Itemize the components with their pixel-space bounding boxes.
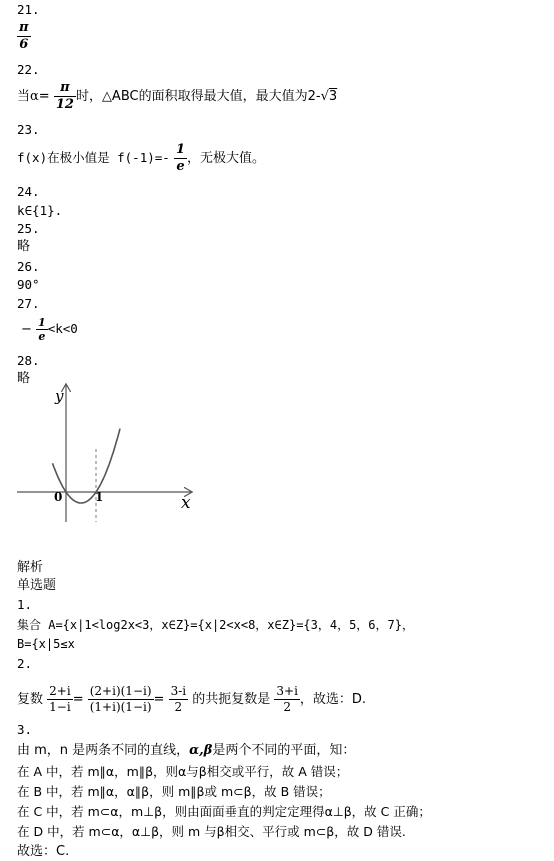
a2-eq2: = bbox=[153, 692, 165, 707]
a3-intro-pre: 由 m，n 是两条不同的直线， bbox=[17, 743, 190, 758]
a2-fraction-4 bbox=[274, 684, 300, 715]
a3-line-d: 在 D 中，若 m⊂α，α⊥β，则 m 与β相交、平行或 m⊂β，故 D 错误. bbox=[17, 824, 406, 839]
a1-line1: 集合 A={x|1<log2x<3，x∈Z}={x|2<x<8，x∈Z}={3，4，5，6，7}， bbox=[17, 618, 414, 632]
q22-denominator: 12 bbox=[55, 97, 74, 112]
q25-answer: 略 bbox=[17, 239, 31, 254]
analysis-heading: 解析 bbox=[17, 560, 44, 575]
a2-fraction-1 bbox=[47, 684, 73, 715]
a3-intro bbox=[17, 743, 355, 759]
q22-fraction bbox=[54, 80, 76, 113]
q27-numerator: 1 bbox=[38, 316, 46, 329]
q21-denominator: 6 bbox=[19, 37, 29, 52]
q27-answer bbox=[21, 316, 78, 343]
section-heading: 单选题 bbox=[17, 578, 57, 593]
a2-prefix: 复数 bbox=[17, 692, 44, 707]
q22-prefix: 当 bbox=[17, 89, 31, 104]
a2-f1-den: 1−i bbox=[49, 700, 71, 714]
q22-number: 22. bbox=[17, 62, 40, 77]
a2-fraction-3 bbox=[169, 684, 189, 715]
tick-label-1: 1 bbox=[95, 490, 104, 504]
a2-f3-num: 3-i bbox=[170, 684, 187, 698]
a3-line-c: 在 C 中，若 m⊂α，m⊥β，则由面面垂直的判定定理得α⊥β，故 C 正确； bbox=[17, 804, 431, 819]
q23-text: f(x)在极小值是 f(-1)=- bbox=[17, 150, 170, 165]
q28-number: 28. bbox=[17, 353, 40, 368]
a2-f2-num: (2+i)(1−i) bbox=[89, 684, 152, 698]
q23-answer bbox=[17, 142, 265, 175]
q24-answer: k∈{1}. bbox=[17, 203, 63, 218]
q23-fraction bbox=[174, 142, 187, 175]
a2-f4-den: 2 bbox=[283, 700, 291, 714]
q27-minus: − bbox=[21, 322, 32, 337]
a2-f4-num: 3+i bbox=[276, 684, 298, 698]
a3-conclusion: 故选：C. bbox=[17, 844, 70, 859]
a3-intro-post: 是两个不同的平面，知： bbox=[212, 743, 356, 758]
a2-eq1: = bbox=[72, 692, 84, 707]
a1-number: 1. bbox=[17, 597, 33, 612]
q27-suffix: <k<0 bbox=[47, 321, 78, 336]
function-graph bbox=[15, 381, 200, 526]
q22-answer bbox=[17, 80, 337, 113]
a3-line-a: 在 A 中，若 m∥α，m∥β，则α与β相交或平行，故 A 错误； bbox=[17, 764, 349, 779]
q24-number: 24. bbox=[17, 184, 40, 199]
y-axis-label: y bbox=[55, 387, 64, 405]
q23-number: 23. bbox=[17, 122, 40, 137]
q25-number: 25. bbox=[17, 221, 40, 236]
a2-answer bbox=[17, 684, 366, 715]
q23-denominator: e bbox=[176, 159, 185, 174]
q28-answer: 略 bbox=[17, 371, 31, 386]
a3-line-b: 在 B 中，若 m∥α，α∥β，则 m∥β或 m⊂β，故 B 错误； bbox=[17, 784, 331, 799]
a2-number: 2. bbox=[17, 656, 33, 671]
a1-line2: B={x|5≤x bbox=[17, 637, 75, 651]
q21-number: 21. bbox=[17, 2, 40, 17]
a2-f2-den: (1+i)(1−i) bbox=[89, 700, 152, 714]
q22-max-value: 2- bbox=[307, 89, 321, 104]
a2-mid: 的共扼复数是 bbox=[192, 692, 271, 707]
origin-label: 0 bbox=[54, 490, 63, 504]
q26-answer: 90° bbox=[17, 277, 40, 292]
q27-fraction bbox=[36, 316, 48, 343]
sqrt-symbol: √ bbox=[320, 89, 329, 104]
a2-f1-num: 2+i bbox=[49, 684, 71, 698]
q22-alpha: α bbox=[30, 89, 39, 104]
q22-eq: = bbox=[38, 89, 50, 104]
q22-text: 时，△ABC的面积取得最大值，最大值为 bbox=[75, 89, 308, 104]
q26-number: 26. bbox=[17, 259, 40, 274]
a2-suffix: ，故选：D. bbox=[299, 692, 367, 707]
q21-fraction bbox=[17, 20, 31, 53]
q23-suffix: ，无极大值。 bbox=[187, 151, 266, 166]
q23-numerator: 1 bbox=[175, 142, 185, 157]
q27-number: 27. bbox=[17, 296, 40, 311]
q21-answer bbox=[17, 20, 31, 53]
q22-numerator: π bbox=[54, 80, 76, 97]
q21-numerator: π bbox=[19, 20, 29, 35]
x-axis-label: x bbox=[181, 493, 191, 513]
q22-sqrt-arg: 3 bbox=[328, 89, 338, 104]
a2-f3-den: 2 bbox=[174, 700, 183, 714]
a2-fraction-2 bbox=[88, 684, 154, 715]
a3-alpha-beta: α,β bbox=[189, 743, 213, 758]
q27-denominator: e bbox=[38, 330, 46, 343]
a3-number: 3. bbox=[17, 722, 33, 737]
